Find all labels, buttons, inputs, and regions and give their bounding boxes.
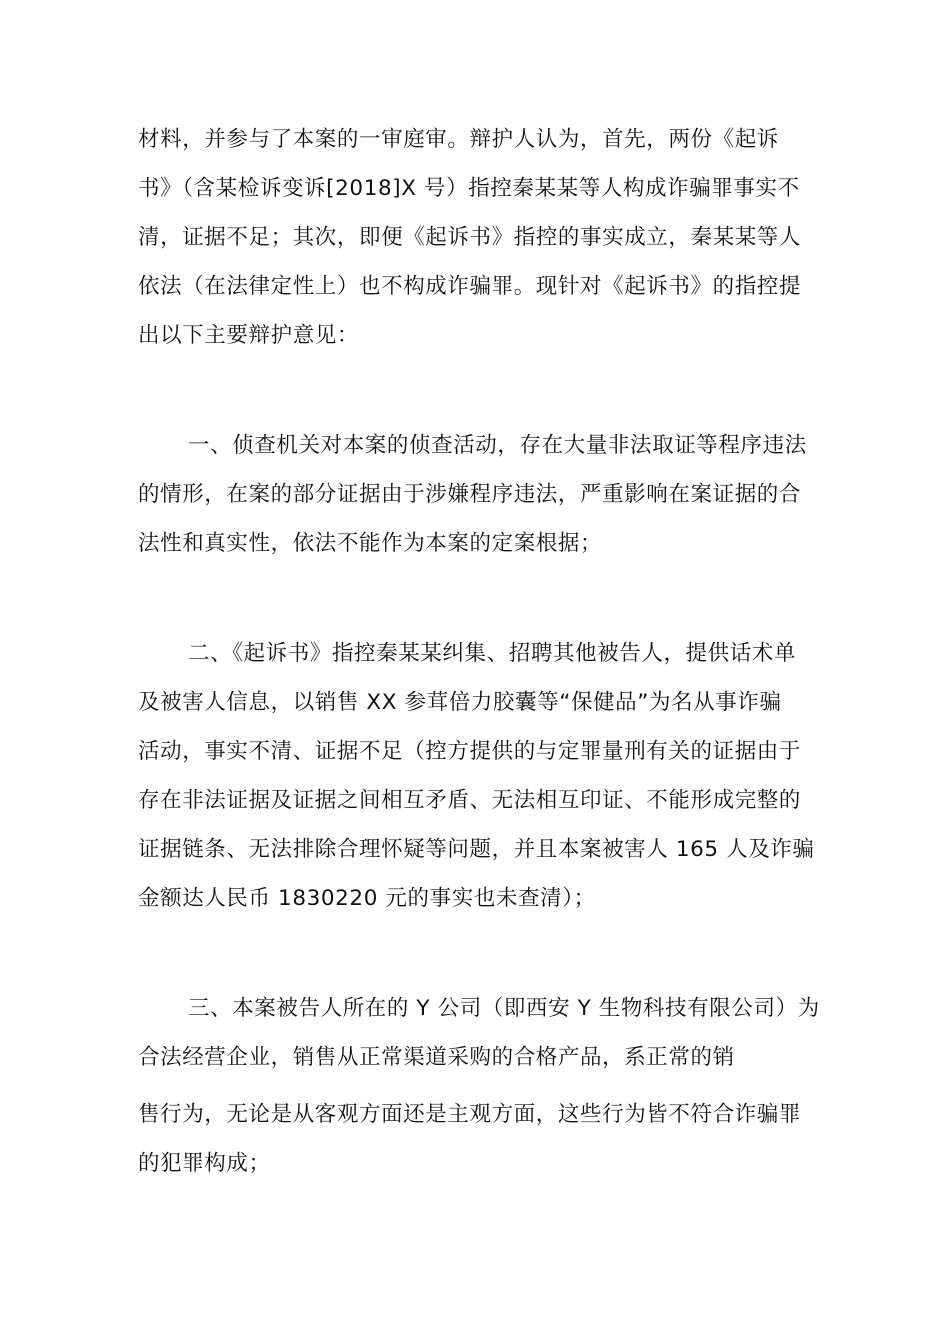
- paragraph-one-line-3: 法性和真实性，依法不能作为本案的定案根据；: [138, 531, 603, 556]
- intro-line-2: 书》（含某检诉变诉[2018]X 号）指控秦某某等人构成诈骗罪事实不: [138, 176, 800, 201]
- intro-line-4: 依法（在法律定性上）也不构成诈骗罪。现针对《起诉书》的指控提: [138, 274, 802, 299]
- intro-line-5: 出以下主要辩护意见：: [138, 323, 360, 348]
- paragraph-two-line-1: 二、《起诉书》指控秦某某纠集、招聘其他被告人，提供话术单: [188, 641, 797, 666]
- paragraph-two-line-2: 及被害人信息，以销售 XX 参茸倍力胶囊等“保健品”为名从事诈骗: [138, 690, 782, 715]
- paragraph-three-line-4: 的犯罪构成；: [138, 1151, 271, 1176]
- intro-line-3: 清，证据不足；其次，即便《起诉书》指控的事实成立，秦某某等人: [138, 225, 802, 250]
- intro-line-1: 材料，并参与了本案的一审庭审。辩护人认为，首先，两份《起诉: [138, 127, 779, 152]
- paragraph-two-line-4: 存在非法证据及证据之间相互矛盾、无法相互印证、不能形成完整的: [138, 788, 802, 813]
- paragraph-two-line-3: 活动，事实不清、证据不足（控方提供的与定罪量刑有关的证据由于: [138, 739, 802, 764]
- paragraph-three-line-2: 合法经营企业，销售从正常渠道采购的合格产品，系正常的销: [138, 1045, 735, 1070]
- paragraph-one-line-1: 一、侦查机关对本案的侦查活动，存在大量非法取证等程序违法: [188, 433, 807, 458]
- paragraph-three-line-1: 三、本案被告人所在的 Y 公司（即西安 Y 生物科技有限公司）为: [188, 996, 820, 1021]
- paragraph-two-line-6: 金额达人民币 1830220 元的事实也未查清）；: [138, 886, 596, 911]
- paragraph-two-line-5: 证据链条、无法排除合理怀疑等问题，并且本案被害人 165 人及诈骗: [138, 837, 815, 862]
- paragraph-three-line-3: 售行为，无论是从客观方面还是主观方面，这些行为皆不符合诈骗罪: [138, 1102, 802, 1127]
- paragraph-one-line-2: 的情形，在案的部分证据由于涉嫌程序违法，严重影响在案证据的合: [138, 482, 802, 507]
